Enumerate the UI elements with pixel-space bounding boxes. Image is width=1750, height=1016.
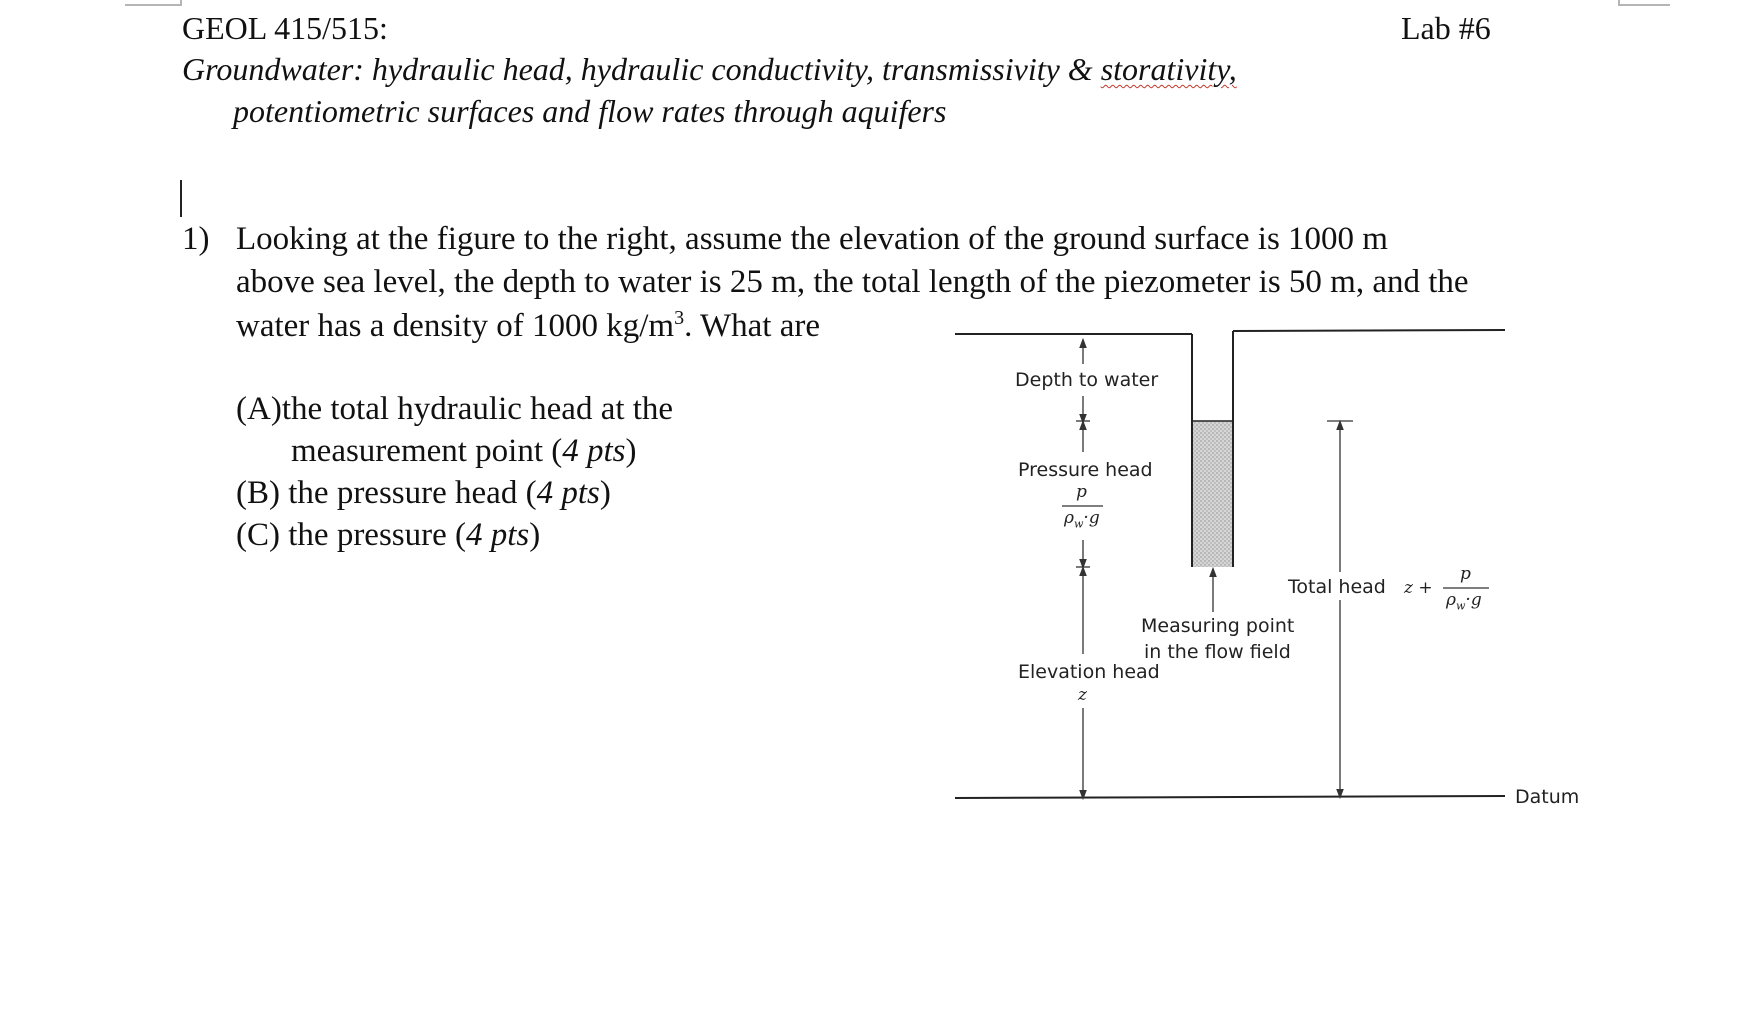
course-title: GEOL 415/515:: [182, 10, 388, 46]
label-pressure-head: Pressure head: [1018, 459, 1153, 481]
superscript: 3: [674, 307, 685, 329]
water-column: [1193, 421, 1232, 567]
part-c-text: the pressure (: [280, 517, 467, 553]
lab-number: Lab #6: [1401, 10, 1491, 46]
question-line-2: above sea level, the depth to water is 25 m, the total length of the piezometer is 50 m, and the: [236, 264, 1469, 300]
rho-symbol: ρ: [1064, 508, 1074, 528]
part-b-close: ): [599, 475, 611, 511]
label-elevation-head: Elevation head: [1018, 661, 1160, 683]
g-symbol: ·g: [1083, 508, 1100, 528]
total-head-numerator: p: [1460, 564, 1471, 584]
question-line-3-text: water has a density of 1000 kg/m: [236, 308, 675, 344]
part-a-close: ): [625, 433, 637, 469]
part-a-text-2: measurement point (: [291, 433, 563, 469]
part-c-label: (C): [236, 517, 280, 553]
part-a-points: 4 pts: [562, 433, 626, 469]
total-head-denominator: [1446, 590, 1482, 612]
part-b-points: 4 pts: [536, 475, 600, 511]
rho-subscript: w: [1074, 517, 1084, 531]
elevation-z: z: [1078, 685, 1087, 705]
g-symbol-2: ·g: [1465, 590, 1482, 610]
subtitle-line-2: potentiometric surfaces and flow rates through aquifers: [233, 93, 947, 129]
pressure-head-numerator: p: [1076, 482, 1087, 502]
rho-subscript-2: w: [1456, 599, 1466, 613]
ground-surface-right: [1233, 330, 1505, 331]
question-line-3-end: . What are: [684, 308, 820, 344]
subtitle-line-1-text: Groundwater: hydraulic head, hydraulic conductivity, transmissivity &: [182, 51, 1101, 87]
label-measuring-point-1: Measuring point: [1141, 615, 1295, 637]
pressure-head-denominator: [1064, 508, 1100, 530]
label-depth-to-water: Depth to water: [1015, 369, 1159, 391]
part-b-text: the pressure head (: [280, 475, 537, 511]
rho-symbol-2: ρ: [1446, 590, 1456, 610]
part-c-close: ): [529, 517, 541, 553]
total-head-z-plus: z +: [1404, 578, 1433, 598]
label-total-head: Total head: [1288, 576, 1386, 598]
question-number: 1): [182, 221, 210, 257]
spellcheck-flagged-word[interactable]: storativity,: [1100, 51, 1237, 87]
part-a-text: the total hydraulic head at the: [281, 391, 674, 427]
question-line-1: Looking at the figure to the right, assume the elevation of the ground surface is 1000 m: [236, 221, 1388, 257]
label-datum: Datum: [1515, 786, 1580, 808]
datum-line: [955, 796, 1505, 798]
part-c-points: 4 pts: [466, 517, 530, 553]
part-a-label: (A): [236, 391, 282, 427]
part-b-label: (B): [236, 475, 280, 511]
label-measuring-point-2: in the flow field: [1144, 641, 1291, 663]
